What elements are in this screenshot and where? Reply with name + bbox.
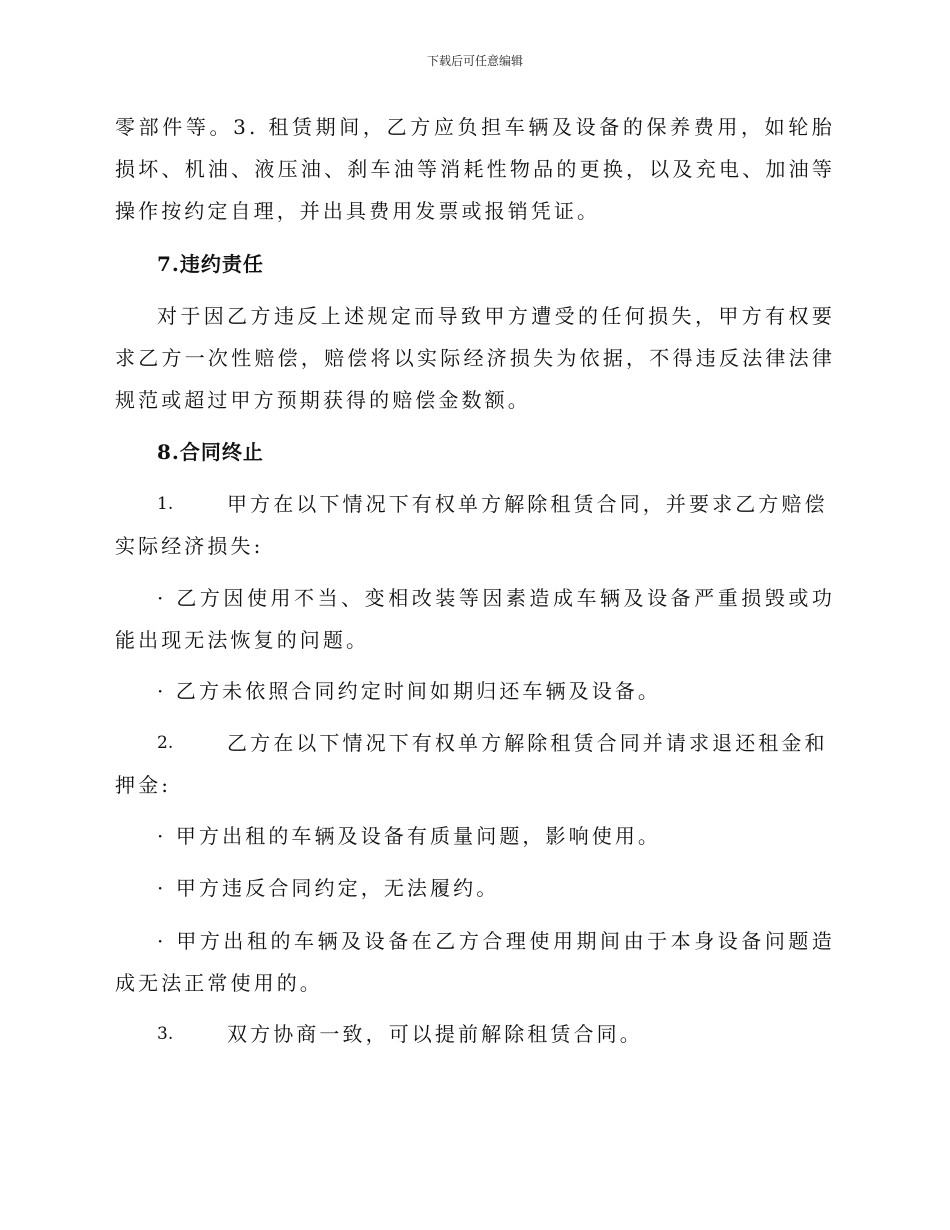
bullet-breach: · 甲方违反合同约定，无法履约。	[157, 876, 500, 900]
item-text: 乙方在以下情况下有权单方解除租赁合同并请求退还租金和押金:	[115, 731, 828, 797]
bullet-quality-issue: · 甲方出租的车辆及设备有质量问题，影响使用。	[157, 824, 662, 848]
item-number: 2.	[157, 733, 174, 753]
item-number: 3.	[157, 1024, 174, 1044]
item-text: 双方协商一致，可以提前解除租赁合同。	[227, 1022, 643, 1046]
termination-item-2	[115, 722, 835, 806]
termination-item-3	[115, 1013, 835, 1055]
heading-contract-termination: 8.合同终止	[157, 440, 264, 464]
termination-item-1	[115, 483, 835, 567]
item-text: 甲方在以下情况下有权单方解除租赁合同，并要求乙方赔偿实际经济损失:	[115, 492, 828, 558]
item-number: 1.	[157, 494, 174, 514]
heading-breach-liability: 7.违约责任	[157, 252, 264, 276]
bullet-late-return: · 乙方未依照合同约定时间如期归还车辆及设备。	[157, 679, 662, 703]
paragraph-breach-compensation: 对于因乙方违反上述规定而导致甲方遭受的任何损失，甲方有权要求乙方一次性赔偿，赔偿将以实际经济损失为依据，不得违反法律法律规范或超过甲方预期获得的赔偿金数额。	[115, 304, 835, 412]
paragraph-parts-maintenance: 零部件等。3. 租赁期间，乙方应负担车辆及设备的保养费用，如轮胎损坏、机油、液压油、刹车油等消耗性物品的更换，以及充电、加油等操作按约定自理，并出具费用发票或报销凭证。	[115, 115, 835, 223]
bullet-improper-use: · 乙方因使用不当、变相改装等因素造成车辆及设备严重损毁或功能出现无法恢复的问题。	[115, 586, 835, 652]
header-note: 下载后可任意编辑	[426, 54, 523, 68]
bullet-equipment-failure: · 甲方出租的车辆及设备在乙方合理使用期间由于本身设备问题造成无法正常使用的。	[115, 929, 835, 995]
